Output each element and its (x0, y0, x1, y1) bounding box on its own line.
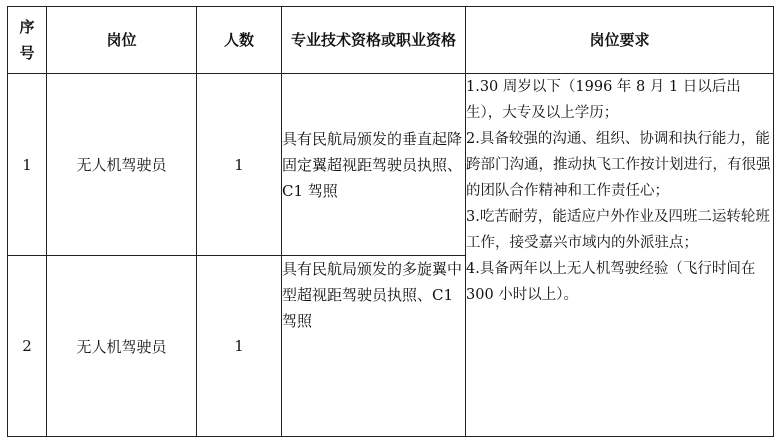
cell-position: 无人机驾驶员 (47, 74, 197, 256)
header-qualification: 专业技术资格或职业资格 (282, 7, 466, 74)
cell-qualification: 具有民航局颁发的多旋翼中型超视距驾驶员执照、C1 驾照 (282, 256, 466, 437)
cell-qualification: 具有民航局颁发的垂直起降固定翼超视距驾驶员执照、C1 驾照 (282, 74, 466, 256)
header-requirements: 岗位要求 (466, 7, 774, 74)
header-position: 岗位 (47, 7, 197, 74)
recruitment-table-container (7, 6, 773, 436)
cell-position: 无人机驾驶员 (47, 256, 197, 437)
requirement-item: 4.具备两年以上无人机驾驶经验（飞行时间在 300 小时以上）。 (466, 261, 756, 303)
recruitment-table (7, 6, 774, 437)
cell-headcount: 1 (197, 74, 282, 256)
cell-requirements (466, 74, 774, 437)
cell-seq: 1 (8, 74, 47, 256)
requirement-item: 3.吃苦耐劳，能适应户外作业及四班二运转轮班工作，接受嘉兴市域内的外派驻点； (466, 209, 770, 251)
cell-seq: 2 (8, 256, 47, 437)
header-row (8, 7, 774, 74)
requirement-item: 2.具备较强的沟通、组织、协调和执行能力，能跨部门沟通，推动执飞工作按计划进行，有很强的团队合作精神和工作责任心； (466, 131, 771, 199)
cell-headcount: 1 (197, 256, 282, 437)
header-seq: 序号 (8, 7, 47, 74)
table-row (8, 74, 774, 256)
requirement-item: 1.30 周岁以下（1996 年 8 月 1 日以后出生），大专及以上学历； (466, 79, 741, 121)
header-headcount: 人数 (197, 7, 282, 74)
